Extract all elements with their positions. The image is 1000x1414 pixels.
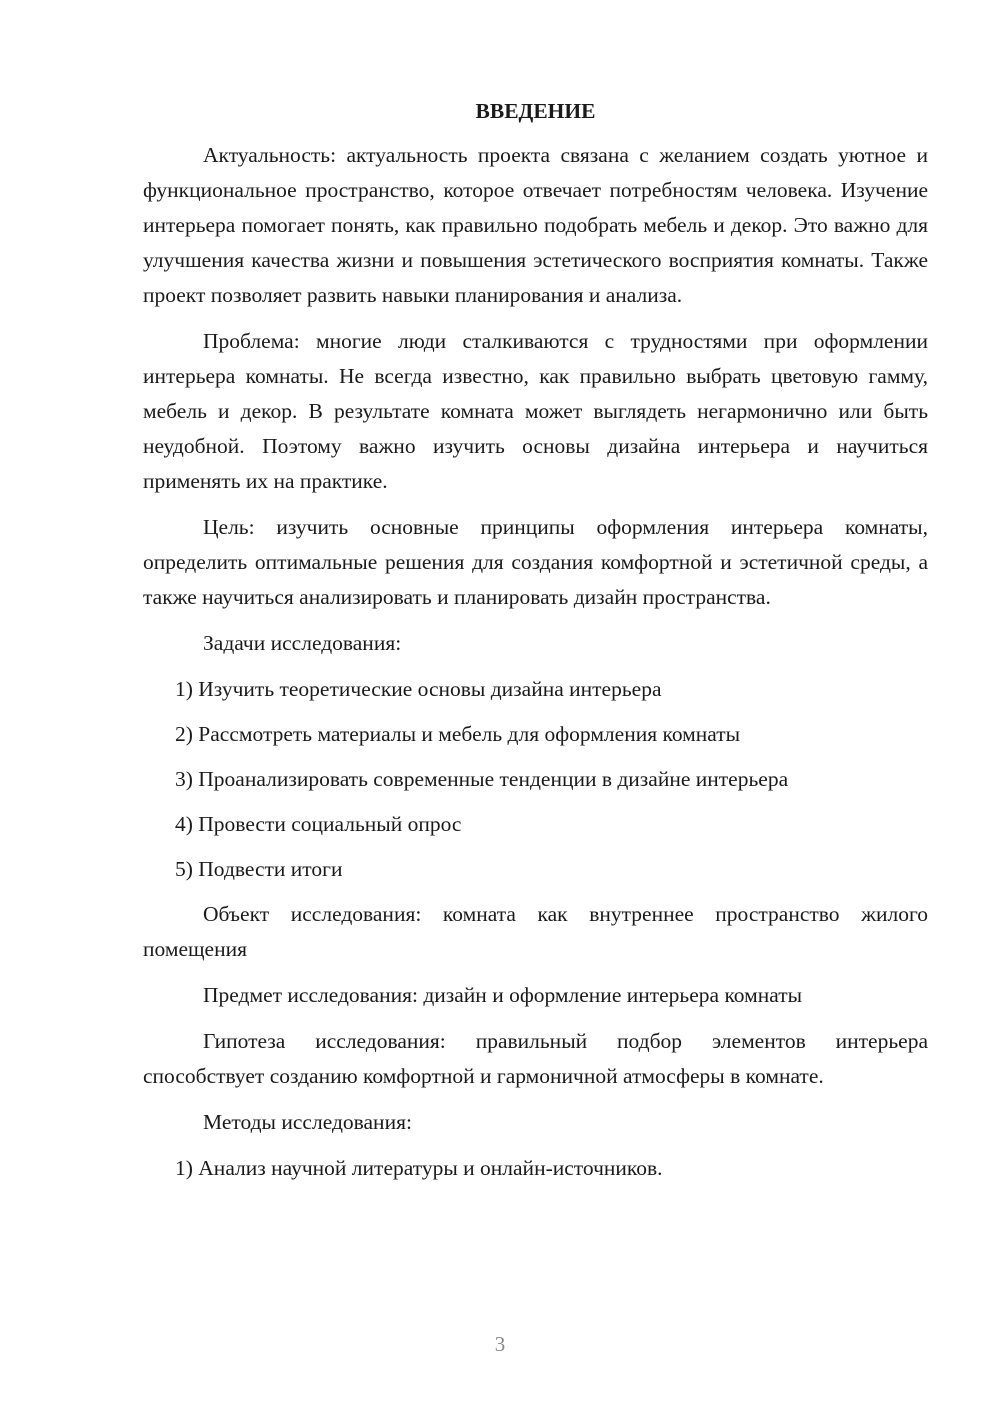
list-item: 3) Проанализировать современные тенденции в дизайне интерьера [175,767,789,791]
object-paragraph: Объект исследования: комната как внутреннее пространство жилого помещения [143,902,928,961]
methods-list [143,1151,928,1186]
list-item: 1) Изучить теоретические основы дизайна интерьера [175,677,662,701]
goal-paragraph: Цель: изучить основные принципы оформления интерьера комнаты, определить оптимальные решения для создания комфортной и эстетичной среды, а также научиться анализировать и планировать дизайн пространства. [143,515,928,609]
methods-label: Методы исследования: [203,1110,412,1134]
list-item: 4) Провести социальный опрос [175,812,462,836]
list-item: 1) Анализ научной литературы и онлайн-источников. [175,1156,663,1180]
page-content [143,96,928,1196]
subject-paragraph: Предмет исследования: дизайн и оформление интерьера комнаты [203,983,803,1007]
list-item: 2) Рассмотреть материалы и мебель для оформления комнаты [175,722,741,746]
list-item: 5) Подвести итоги [175,857,343,881]
tasks-label: Задачи исследования: [203,631,402,655]
section-title: ВВЕДЕНИЕ [475,99,596,123]
hypothesis-paragraph: Гипотеза исследования: правильный подбор элементов интерьера способствует созданию комфортной и гармоничной атмосферы в комнате. [143,1029,928,1088]
problem-paragraph: Проблема: многие люди сталкиваются с трудностями при оформлении интерьера комнаты. Не всегда известно, как правильно выбрать цветовую гамму, мебель и декор. В результате комната может выглядеть негармонично или быть неудобной. Поэтому важно изучить основы дизайна интерьера и научиться применять их на практике. [143,329,928,493]
tasks-list [143,672,928,887]
relevance-paragraph: Актуальность: актуальность проекта связана с желанием создать уютное и функциональное пространство, которое отвечает потребностям человека. Изучение интерьера помогает понять, как правильно подобрать мебель и декор. Это важно для улучшения качества жизни и повышения эстетического восприятия комнаты. Также проект позволяет развить навыки планирования и анализа. [143,143,928,307]
page-number: 3 [494,1332,506,1356]
